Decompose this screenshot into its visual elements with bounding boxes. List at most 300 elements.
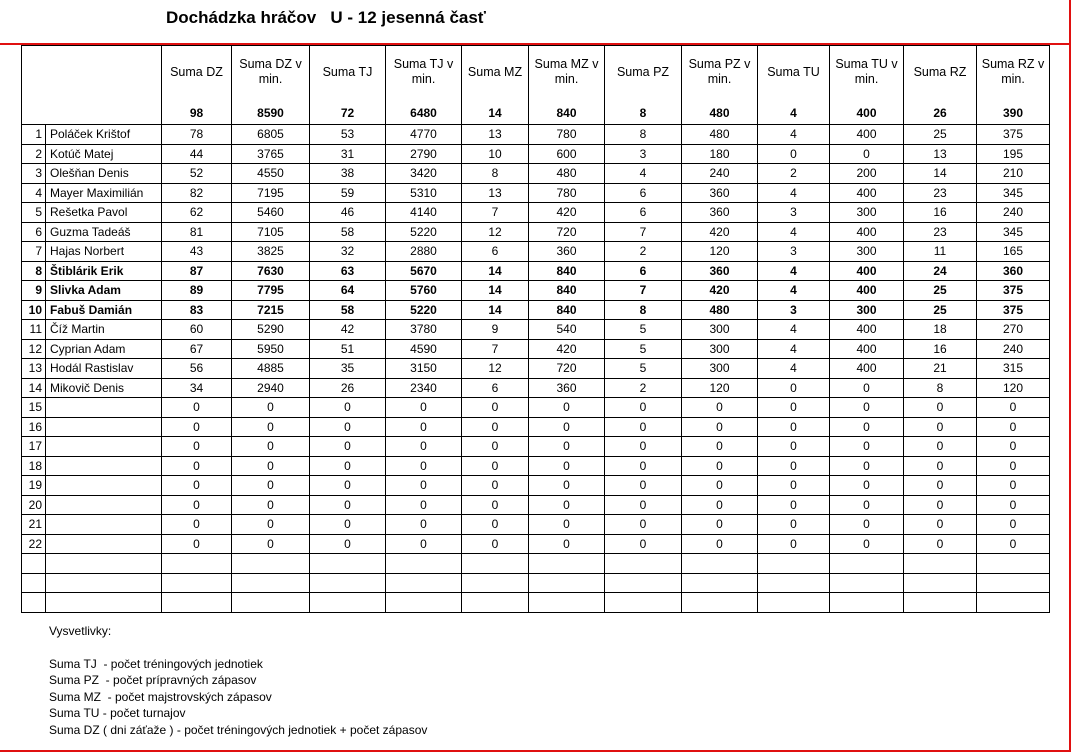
value-cell: 0 — [232, 534, 310, 554]
value-cell: 0 — [162, 534, 232, 554]
value-cell: 6 — [605, 203, 682, 223]
value-cell: 375 — [977, 300, 1050, 320]
value-cell: 2 — [758, 164, 830, 184]
value-cell: 0 — [232, 417, 310, 437]
empty-cell — [310, 593, 386, 613]
empty-cell — [22, 554, 46, 574]
value-cell: 345 — [977, 222, 1050, 242]
value-cell: 12 — [462, 222, 529, 242]
value-cell: 5670 — [386, 261, 462, 281]
value-cell: 780 — [529, 183, 605, 203]
value-cell: 52 — [162, 164, 232, 184]
value-cell: 0 — [904, 515, 977, 535]
value-cell: 0 — [462, 534, 529, 554]
value-cell: 840 — [529, 261, 605, 281]
value-cell: 83 — [162, 300, 232, 320]
total-cell: 390 — [977, 98, 1050, 125]
total-cell: 26 — [904, 98, 977, 125]
value-cell: 3780 — [386, 320, 462, 340]
value-cell: 9 — [462, 320, 529, 340]
table-row — [22, 281, 1050, 301]
value-cell: 360 — [529, 242, 605, 262]
value-cell: 0 — [830, 534, 904, 554]
value-cell: 44 — [162, 144, 232, 164]
empty-cell — [830, 573, 904, 593]
value-cell: 0 — [529, 437, 605, 457]
value-cell: 2940 — [232, 378, 310, 398]
value-cell: 4 — [758, 281, 830, 301]
value-cell: 18 — [904, 320, 977, 340]
empty-cell — [310, 554, 386, 574]
empty-cell — [977, 573, 1050, 593]
legend-line: Suma MZ - počet majstrovských zápasov — [49, 689, 272, 704]
player-name — [46, 476, 162, 496]
value-cell: 0 — [682, 534, 758, 554]
value-cell: 4 — [758, 183, 830, 203]
table-row — [22, 378, 1050, 398]
value-cell: 2 — [605, 242, 682, 262]
player-name: Poláček Krištof — [46, 125, 162, 145]
value-cell: 400 — [830, 320, 904, 340]
value-cell: 8 — [904, 378, 977, 398]
value-cell: 0 — [529, 476, 605, 496]
value-cell: 0 — [605, 417, 682, 437]
total-cell: 400 — [830, 98, 904, 125]
value-cell: 5310 — [386, 183, 462, 203]
value-cell: 360 — [977, 261, 1050, 281]
value-cell: 0 — [904, 534, 977, 554]
value-cell: 58 — [310, 300, 386, 320]
player-name — [46, 495, 162, 515]
row-number: 14 — [22, 378, 46, 398]
value-cell: 5 — [605, 359, 682, 379]
value-cell: 8 — [462, 164, 529, 184]
value-cell: 0 — [462, 417, 529, 437]
value-cell: 8 — [605, 300, 682, 320]
empty-cell — [758, 573, 830, 593]
value-cell: 165 — [977, 242, 1050, 262]
value-cell: 25 — [904, 125, 977, 145]
value-cell: 0 — [977, 515, 1050, 535]
table-row — [22, 417, 1050, 437]
empty-cell — [605, 554, 682, 574]
value-cell: 480 — [529, 164, 605, 184]
empty-cell — [758, 593, 830, 613]
value-cell: 0 — [462, 437, 529, 457]
value-cell: 400 — [830, 281, 904, 301]
value-cell: 0 — [758, 144, 830, 164]
value-cell: 0 — [830, 456, 904, 476]
page-title: Dochádzka hráčov U - 12 jesenná časť — [166, 8, 486, 27]
empty-row — [22, 573, 1050, 593]
value-cell: 120 — [977, 378, 1050, 398]
empty-cell — [462, 554, 529, 574]
value-cell: 7 — [462, 203, 529, 223]
empty-cell — [232, 554, 310, 574]
value-cell: 120 — [682, 242, 758, 262]
value-cell: 0 — [977, 437, 1050, 457]
column-header: Suma TU — [758, 46, 830, 99]
value-cell: 0 — [386, 476, 462, 496]
value-cell: 3 — [605, 144, 682, 164]
value-cell: 4 — [758, 261, 830, 281]
value-cell: 0 — [904, 476, 977, 496]
value-cell: 300 — [830, 203, 904, 223]
value-cell: 7 — [462, 339, 529, 359]
value-cell: 62 — [162, 203, 232, 223]
value-cell: 0 — [605, 495, 682, 515]
value-cell: 0 — [162, 398, 232, 418]
value-cell: 0 — [904, 456, 977, 476]
legend-line: Suma DZ ( dni záťaže ) - počet tréningových jednotiek + počet zápasov — [49, 722, 428, 737]
value-cell: 38 — [310, 164, 386, 184]
value-cell: 3 — [758, 242, 830, 262]
value-cell: 0 — [162, 476, 232, 496]
row-number: 16 — [22, 417, 46, 437]
table-row — [22, 359, 1050, 379]
value-cell: 7215 — [232, 300, 310, 320]
value-cell: 0 — [386, 417, 462, 437]
value-cell: 0 — [605, 456, 682, 476]
row-number: 4 — [22, 183, 46, 203]
value-cell: 0 — [462, 398, 529, 418]
value-cell: 400 — [830, 183, 904, 203]
value-cell: 0 — [232, 476, 310, 496]
value-cell: 0 — [830, 144, 904, 164]
value-cell: 7 — [605, 222, 682, 242]
value-cell: 16 — [904, 203, 977, 223]
value-cell: 0 — [605, 515, 682, 535]
column-header: Suma RZ — [904, 46, 977, 99]
player-name: Rešetka Pavol — [46, 203, 162, 223]
value-cell: 0 — [162, 515, 232, 535]
value-cell: 5290 — [232, 320, 310, 340]
value-cell: 300 — [830, 300, 904, 320]
player-name: Guzma Tadeáš — [46, 222, 162, 242]
value-cell: 345 — [977, 183, 1050, 203]
row-number: 15 — [22, 398, 46, 418]
value-cell: 0 — [529, 515, 605, 535]
value-cell: 120 — [682, 378, 758, 398]
value-cell: 25 — [904, 300, 977, 320]
value-cell: 400 — [830, 359, 904, 379]
value-cell: 0 — [529, 398, 605, 418]
value-cell: 300 — [830, 242, 904, 262]
totals-row — [22, 98, 1050, 125]
value-cell: 3765 — [232, 144, 310, 164]
table-row — [22, 437, 1050, 457]
value-cell: 0 — [682, 456, 758, 476]
value-cell: 0 — [758, 495, 830, 515]
value-cell: 0 — [162, 495, 232, 515]
value-cell: 300 — [682, 339, 758, 359]
value-cell: 5220 — [386, 222, 462, 242]
legend-line: Suma TJ - počet tréningových jednotiek — [49, 656, 263, 671]
table-row — [22, 534, 1050, 554]
legend-heading: Vysvetlivky: — [49, 624, 112, 638]
value-cell: 0 — [529, 534, 605, 554]
value-cell: 7195 — [232, 183, 310, 203]
value-cell: 59 — [310, 183, 386, 203]
empty-cell — [682, 554, 758, 574]
value-cell: 5950 — [232, 339, 310, 359]
empty-cell — [232, 573, 310, 593]
value-cell: 360 — [529, 378, 605, 398]
player-name: Hajas Norbert — [46, 242, 162, 262]
value-cell: 0 — [904, 398, 977, 418]
value-cell: 0 — [977, 398, 1050, 418]
value-cell: 0 — [529, 417, 605, 437]
player-name — [46, 417, 162, 437]
value-cell: 0 — [904, 417, 977, 437]
empty-cell — [758, 554, 830, 574]
total-cell: 98 — [162, 98, 232, 125]
value-cell: 78 — [162, 125, 232, 145]
value-cell: 3 — [758, 203, 830, 223]
empty-cell — [386, 573, 462, 593]
value-cell: 32 — [310, 242, 386, 262]
value-cell: 60 — [162, 320, 232, 340]
empty-row — [22, 593, 1050, 613]
value-cell: 23 — [904, 222, 977, 242]
row-number: 8 — [22, 261, 46, 281]
value-cell: 840 — [529, 300, 605, 320]
legend-line: Suma PZ - počet prípravných zápasov — [49, 673, 257, 687]
value-cell: 3825 — [232, 242, 310, 262]
player-name: Slivka Adam — [46, 281, 162, 301]
legend-line: Suma TU - počet turnajov — [49, 706, 186, 720]
value-cell: 42 — [310, 320, 386, 340]
value-cell: 4770 — [386, 125, 462, 145]
value-cell: 0 — [904, 495, 977, 515]
value-cell: 0 — [830, 437, 904, 457]
player-name: Olešňan Denis — [46, 164, 162, 184]
value-cell: 375 — [977, 125, 1050, 145]
empty-cell — [162, 554, 232, 574]
player-name: Mayer Maximilián — [46, 183, 162, 203]
value-cell: 43 — [162, 242, 232, 262]
value-cell: 0 — [386, 437, 462, 457]
value-cell: 540 — [529, 320, 605, 340]
corner-cell — [22, 46, 162, 125]
player-name: Fabuš Damián — [46, 300, 162, 320]
value-cell: 0 — [310, 495, 386, 515]
table-row — [22, 164, 1050, 184]
empty-cell — [529, 573, 605, 593]
value-cell: 5760 — [386, 281, 462, 301]
player-name — [46, 437, 162, 457]
table-row — [22, 222, 1050, 242]
row-number: 20 — [22, 495, 46, 515]
value-cell: 4550 — [232, 164, 310, 184]
value-cell: 7105 — [232, 222, 310, 242]
empty-cell — [310, 573, 386, 593]
empty-cell — [682, 593, 758, 613]
value-cell: 0 — [758, 398, 830, 418]
value-cell: 11 — [904, 242, 977, 262]
value-cell: 0 — [758, 437, 830, 457]
value-cell: 63 — [310, 261, 386, 281]
value-cell: 53 — [310, 125, 386, 145]
empty-cell — [977, 593, 1050, 613]
value-cell: 400 — [830, 261, 904, 281]
player-name: Štiblárik Erik — [46, 261, 162, 281]
value-cell: 0 — [310, 534, 386, 554]
empty-cell — [529, 554, 605, 574]
player-name — [46, 456, 162, 476]
column-header: Suma TJ v min. — [386, 46, 462, 99]
row-number: 7 — [22, 242, 46, 262]
value-cell: 0 — [682, 398, 758, 418]
player-name: Hodál Rastislav — [46, 359, 162, 379]
value-cell: 400 — [830, 222, 904, 242]
value-cell: 13 — [462, 183, 529, 203]
value-cell: 360 — [682, 183, 758, 203]
value-cell: 12 — [462, 359, 529, 379]
row-number: 9 — [22, 281, 46, 301]
value-cell: 4 — [758, 339, 830, 359]
value-cell: 0 — [605, 437, 682, 457]
player-name — [46, 398, 162, 418]
empty-cell — [22, 573, 46, 593]
table-row — [22, 398, 1050, 418]
value-cell: 400 — [830, 125, 904, 145]
value-cell: 31 — [310, 144, 386, 164]
row-number: 18 — [22, 456, 46, 476]
value-cell: 2790 — [386, 144, 462, 164]
column-header: Suma MZ v min. — [529, 46, 605, 99]
value-cell: 360 — [682, 261, 758, 281]
total-cell: 6480 — [386, 98, 462, 125]
total-cell: 72 — [310, 98, 386, 125]
value-cell: 0 — [830, 476, 904, 496]
value-cell: 6 — [462, 242, 529, 262]
value-cell: 5460 — [232, 203, 310, 223]
row-number: 17 — [22, 437, 46, 457]
value-cell: 300 — [682, 359, 758, 379]
value-cell: 0 — [682, 515, 758, 535]
value-cell: 2 — [605, 378, 682, 398]
table-row — [22, 125, 1050, 145]
value-cell: 0 — [462, 515, 529, 535]
value-cell: 0 — [605, 398, 682, 418]
value-cell: 64 — [310, 281, 386, 301]
value-cell: 4 — [758, 359, 830, 379]
empty-cell — [830, 593, 904, 613]
value-cell: 0 — [310, 456, 386, 476]
value-cell: 0 — [232, 456, 310, 476]
value-cell: 840 — [529, 281, 605, 301]
empty-cell — [830, 554, 904, 574]
row-number: 19 — [22, 476, 46, 496]
total-cell: 8590 — [232, 98, 310, 125]
column-header: Suma TJ — [310, 46, 386, 99]
empty-cell — [386, 593, 462, 613]
value-cell: 14 — [462, 300, 529, 320]
value-cell: 0 — [529, 495, 605, 515]
value-cell: 210 — [977, 164, 1050, 184]
empty-cell — [386, 554, 462, 574]
value-cell: 58 — [310, 222, 386, 242]
value-cell: 4590 — [386, 339, 462, 359]
row-number: 10 — [22, 300, 46, 320]
value-cell: 0 — [758, 534, 830, 554]
row-number: 13 — [22, 359, 46, 379]
row-number: 2 — [22, 144, 46, 164]
value-cell: 21 — [904, 359, 977, 379]
value-cell: 0 — [462, 456, 529, 476]
value-cell: 200 — [830, 164, 904, 184]
column-header: Suma MZ — [462, 46, 529, 99]
value-cell: 240 — [977, 339, 1050, 359]
empty-cell — [462, 593, 529, 613]
column-header: Suma PZ — [605, 46, 682, 99]
value-cell: 0 — [830, 515, 904, 535]
value-cell: 0 — [232, 398, 310, 418]
value-cell: 0 — [682, 417, 758, 437]
row-number: 3 — [22, 164, 46, 184]
row-number: 11 — [22, 320, 46, 340]
row-number: 1 — [22, 125, 46, 145]
value-cell: 0 — [162, 456, 232, 476]
column-header: Suma DZ v min. — [232, 46, 310, 99]
empty-cell — [977, 554, 1050, 574]
table-row — [22, 183, 1050, 203]
column-header: Suma PZ v min. — [682, 46, 758, 99]
value-cell: 24 — [904, 261, 977, 281]
value-cell: 25 — [904, 281, 977, 301]
value-cell: 0 — [310, 437, 386, 457]
value-cell: 0 — [682, 476, 758, 496]
value-cell: 0 — [462, 476, 529, 496]
value-cell: 4885 — [232, 359, 310, 379]
table-row — [22, 261, 1050, 281]
value-cell: 26 — [310, 378, 386, 398]
table-row — [22, 456, 1050, 476]
value-cell: 480 — [682, 300, 758, 320]
value-cell: 3150 — [386, 359, 462, 379]
value-cell: 0 — [977, 534, 1050, 554]
empty-cell — [162, 573, 232, 593]
row-number: 5 — [22, 203, 46, 223]
value-cell: 0 — [977, 476, 1050, 496]
value-cell: 67 — [162, 339, 232, 359]
value-cell: 0 — [682, 495, 758, 515]
table-row — [22, 495, 1050, 515]
value-cell: 56 — [162, 359, 232, 379]
value-cell: 14 — [462, 261, 529, 281]
value-cell: 0 — [605, 534, 682, 554]
value-cell: 180 — [682, 144, 758, 164]
empty-cell — [904, 554, 977, 574]
total-cell: 480 — [682, 98, 758, 125]
value-cell: 600 — [529, 144, 605, 164]
table-row — [22, 144, 1050, 164]
column-header: Suma DZ — [162, 46, 232, 99]
value-cell: 14 — [904, 164, 977, 184]
value-cell: 720 — [529, 359, 605, 379]
table-row — [22, 320, 1050, 340]
empty-cell — [904, 593, 977, 613]
value-cell: 6805 — [232, 125, 310, 145]
value-cell: 420 — [682, 281, 758, 301]
player-name: Mikovič Denis — [46, 378, 162, 398]
value-cell: 3 — [758, 300, 830, 320]
value-cell: 315 — [977, 359, 1050, 379]
value-cell: 0 — [162, 417, 232, 437]
value-cell: 480 — [682, 125, 758, 145]
value-cell: 0 — [758, 476, 830, 496]
